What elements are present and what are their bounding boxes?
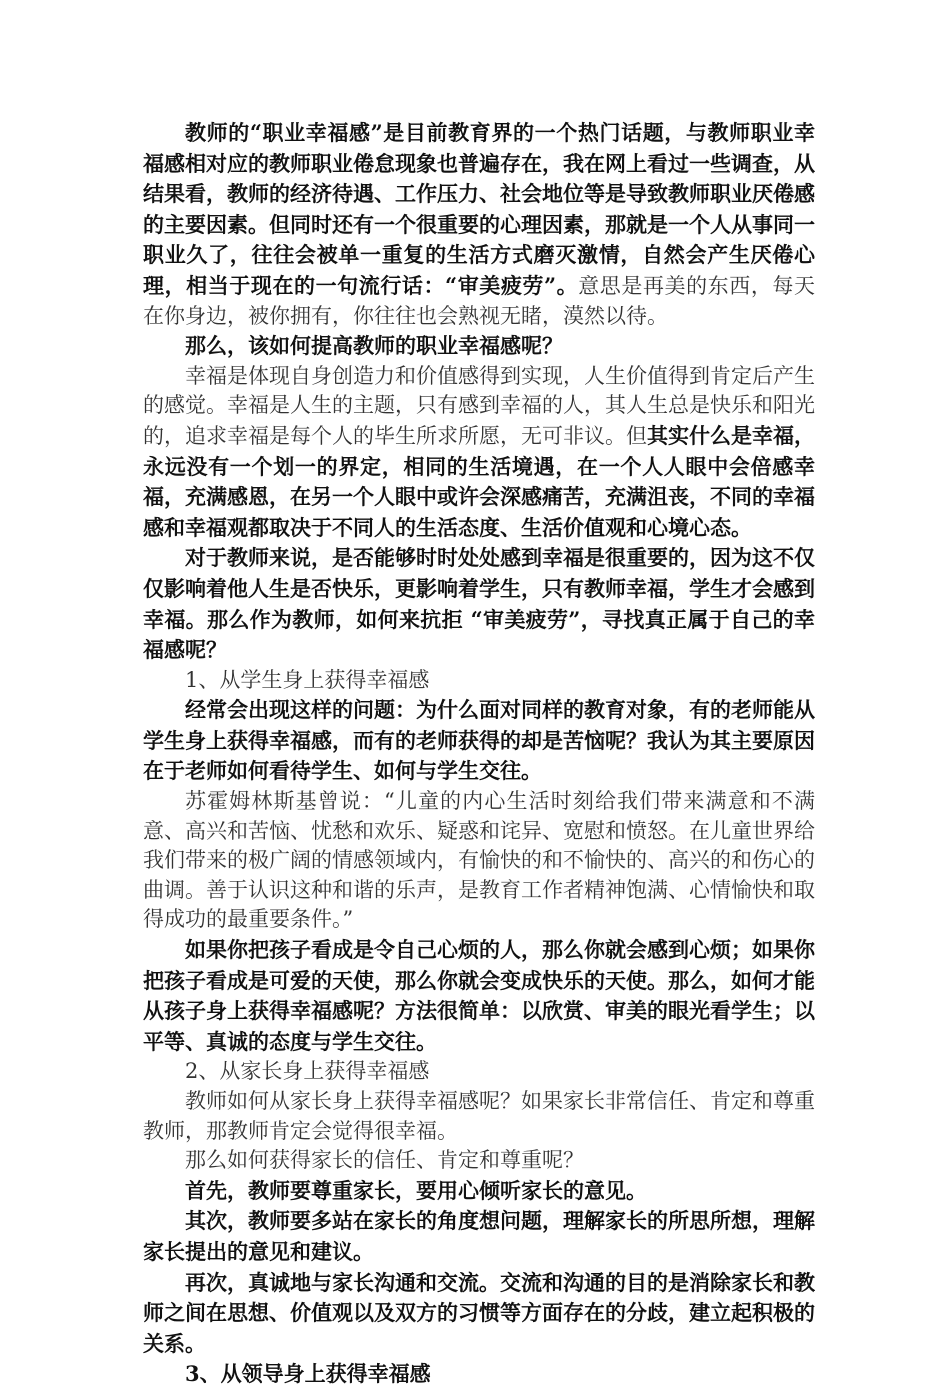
paragraph-text: 经常会出现这样的问题：为什么面对同样的教育对象，有的老师能从学生身上获得幸福感，而有的老师获得的却是苦恼呢？我认为其主要原因在于老师如何看待学生、如何与学生交往。 [143, 697, 815, 784]
paragraph-students-method [143, 935, 815, 1057]
paragraph-text: 如果你把孩子看成是令自己心烦的人，那么你就会感到心烦；如果你把孩子看成是可爱的天使，那么你就会变成快乐的天使。那么，如何才能从孩子身上获得幸福感呢？方法很简单：以欣赏、审美的眼光看学生；以平等、真诚的态度与学生交往。 [143, 937, 815, 1054]
paragraph-text: 教师的“职业幸福感”是目前教育界的一个热门话题，与教师职业幸福感相对应的教师职业倦怠现象也普遍存在，我在网上看过一些调查，从结果看，教师的经济待遇、工作压力、社会地位等是导致教师职业厌倦感的主要因素。但同时还有一个很重要的心理因素，那就是一个人从事同一职业久了，往往会被单一重复的生活方式磨灭激情，自然会产生厌倦心理，相当于现在的一句流行话：“审美疲劳”。 [143, 120, 815, 298]
paragraph-first [143, 1176, 815, 1207]
paragraph-text: 其实什么是幸福，永远没有一个划一的界定，相同的生活境遇，在一个人人眼中会倍感幸福，充满感恩，在另一个人眼中或许会深感痛苦，充满沮丧，不同的幸福感和幸福观都取决于不同人的生活态度、生活价值观和心境心态。 [143, 422, 815, 540]
paragraph-text: 苏霍姆林斯基曾说：“儿童的内心生活时刻给我们带来满意和不满意、高兴和苦恼、忧愁和欢乐、疑惑和诧异、宽慰和愤怒。在儿童世界给我们带来的极广阔的情感领域内，有愉快的和不愉快的、高兴的和伤心的曲调。善于认识这种和谐的乐声，是教育工作者精神饱满、心情愉快和取得成功的最重要条件。” [143, 789, 815, 932]
paragraph-happiness-definition [143, 362, 815, 544]
document-body [143, 118, 815, 1390]
heading-text: 2、从家长身上获得幸福感 [185, 1059, 430, 1084]
section-heading-leaders [143, 1359, 815, 1390]
paragraph-text: 再次，真诚地与家长沟通和交流。交流和沟通的目的是消除家长和教师之间在思想、价值观以及双方的习惯等方面存在的分歧，建立起积极的关系。 [143, 1269, 815, 1356]
paragraph-text: 幸福是体现自身创造力和价值感得到实现，人生价值得到肯定后产生的感觉。幸福是人生的主题，只有感到幸福的人，其人生总是快乐和阳光的，追求幸福是每个人的毕生所求所愿，无可非议。但 [143, 363, 815, 448]
section-heading-parents [143, 1057, 815, 1087]
heading-text: 3、从领导身上获得幸福感 [185, 1361, 431, 1387]
paragraph-text: 那么如何获得家长的信任、肯定和尊重呢？ [185, 1148, 584, 1173]
paragraph-students-problem [143, 695, 815, 787]
heading-text: 1、从学生身上获得幸福感 [185, 667, 430, 692]
paragraph-text: 首先，教师要尊重家长，要用心倾听家长的意见。 [185, 1177, 647, 1203]
paragraph-question [143, 331, 815, 362]
paragraph-quote [143, 787, 815, 935]
paragraph-text: 意思是再美的东西，每天在你身边，被你拥有，你往往也会熟视无睹，漠然以待。 [143, 273, 815, 328]
paragraph-text: 教师如何从家长身上获得幸福感呢？如果家长非常信任、肯定和尊重教师，那教师肯定会觉得很幸福。 [143, 1089, 815, 1143]
paragraph-third [143, 1268, 815, 1360]
paragraph-text: 对于教师来说，是否能够时时处处感到幸福是很重要的，因为这不仅仅影响着他人生是否快乐，更影响着学生，只有教师幸福，学生才会感到幸福。那么作为教师，如何来抗拒 “审美疲劳”，寻找真正属于自己的幸福感呢？ [143, 545, 815, 663]
paragraph-parents-intro [143, 1087, 815, 1146]
paragraph-text: 其次，教师要多站在家长的角度想问题，理解家长的所思所想，理解家长提出的意见和建议。 [143, 1208, 815, 1264]
section-heading-students [143, 666, 815, 696]
paragraph-text: 那么，该如何提高教师的职业幸福感呢？ [185, 333, 563, 359]
paragraph-teacher-importance [143, 543, 815, 665]
paragraph-intro [143, 118, 815, 331]
paragraph-parents-question [143, 1146, 815, 1176]
paragraph-second [143, 1206, 815, 1267]
